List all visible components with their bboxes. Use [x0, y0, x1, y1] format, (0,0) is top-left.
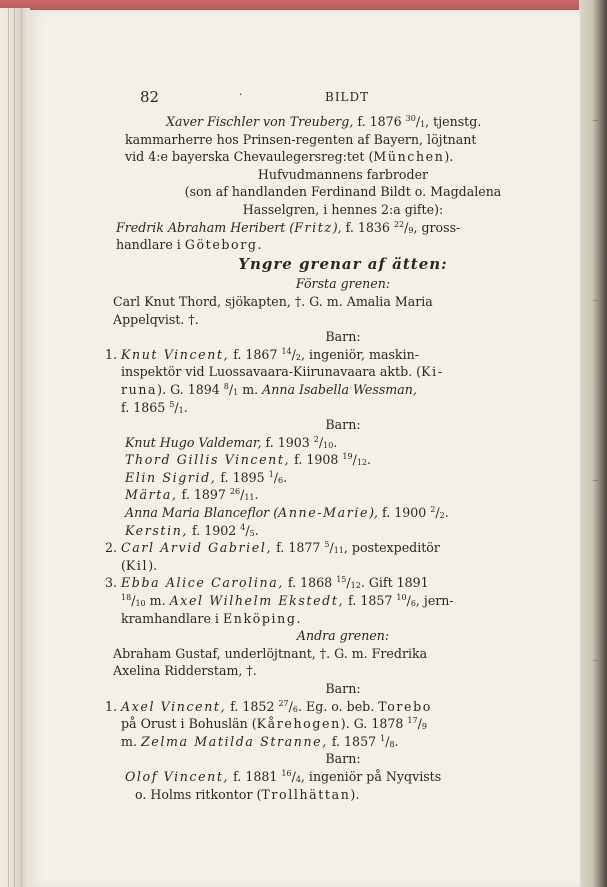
nickname: Fritz: [294, 219, 333, 235]
person-name: Kerstin,: [125, 522, 189, 538]
text-line: (son af handlanden Ferdinand Bildt o. Magdalena: [184, 184, 502, 200]
date-day: 2: [430, 505, 436, 515]
text-fragment: .: [333, 434, 338, 450]
date-month: 10: [323, 440, 334, 450]
entry-line: 2. Carl Arvid Gabriel, f. 1877 $^5/_{11}$, postexpeditör: [105, 540, 440, 556]
text-fragment: ).: [148, 557, 158, 573]
person-name: Axel Vincent,: [121, 698, 227, 714]
text-fragment: ),: [369, 505, 378, 521]
children-heading: Barn:: [325, 417, 361, 433]
nickname: Anne-Marie: [278, 505, 370, 521]
entry-number: 2.: [105, 540, 118, 556]
text-fragment: handlare i: [116, 237, 185, 253]
subheading: Hufvudmannens farbroder: [257, 166, 429, 182]
birth-year: f. 1897: [177, 487, 230, 503]
person-name: Xaver Fischler von Treuberg,: [166, 114, 354, 129]
date-month: 1: [420, 120, 426, 129]
date-month: 1: [178, 405, 184, 415]
text-fragment: på Orust i Bohuslän (: [121, 716, 257, 732]
person-name: Knut Hugo Valdemar,: [125, 434, 262, 450]
birth-year: f. 1900: [377, 505, 431, 521]
birth-year: f. 1868: [283, 575, 337, 591]
text-line: $^{18}/_{10}$ m. Axel Wilhelm Ekstedt, f. 1857 $^{10}/_6$, jern-: [121, 593, 454, 609]
birth-year: f. 1903: [261, 434, 314, 450]
date-day: 22: [393, 219, 405, 229]
birth-year: f. 1908: [290, 452, 343, 468]
date-day: 15: [336, 575, 347, 585]
text-fragment: .: [394, 733, 399, 749]
spouse-name: Anna Isabella Wessman,: [262, 381, 417, 397]
date-month: 6: [292, 704, 298, 714]
gutter-line: [21, 8, 22, 887]
text-line: Fredrik Abraham Heribert (Fritz), f. 1836 $^{22}/_9$, gross-: [116, 219, 461, 235]
date-day: 10: [396, 593, 407, 603]
children-heading: Barn:: [325, 751, 361, 767]
date-day: 18: [121, 593, 132, 603]
text-fragment: m.: [121, 733, 141, 749]
gutter-line: [8, 8, 9, 887]
text-fragment: , ingeniör på Nyqvists: [300, 768, 442, 784]
text-fragment: ),: [332, 219, 342, 235]
child-entry: Kerstin, f. 1902 $^4/_5$.: [125, 522, 259, 538]
date-day: 4: [240, 522, 246, 532]
date-day: 2: [313, 434, 319, 444]
text-fragment: o. Holms ritkontor (: [135, 786, 262, 802]
child-entry: Anna Maria Blanceflor (Anne-Marie), f. 1900 $^2/_2$.: [125, 505, 449, 521]
birth-year: f. 1867: [229, 346, 282, 362]
birth-year: f. 1857: [327, 733, 381, 749]
child-entry: Knut Hugo Valdemar, f. 1903 $^2/_{10}$.: [125, 434, 338, 450]
date-day: 27: [278, 698, 289, 708]
edge-mark: [593, 660, 599, 661]
child-entry: Olof Vincent, f. 1881 $^{16}/_4$, ingeniör på Nyqvists: [125, 768, 442, 784]
text-line: Xaver Fischler von Treuberg, f. 1876 $^{30}/_1$, tjenstg.: [166, 114, 482, 129]
date-day: 1: [380, 733, 386, 743]
date-month: 2: [295, 352, 301, 362]
date-day: 8: [223, 381, 229, 391]
text-fragment: .: [183, 399, 188, 415]
text-fragment: ).: [444, 149, 454, 165]
date-day: 16: [281, 768, 292, 778]
date-day: 5: [324, 540, 330, 550]
child-entry: Elin Sigrid, f. 1895 $^1/_6$.: [125, 469, 288, 485]
person-name: Thord Gillis Vincent,: [125, 452, 291, 468]
text-line: [116, 236, 561, 254]
place-name: München: [373, 149, 445, 165]
person-name: Fredrik Abraham Heribert: [116, 219, 286, 235]
birth-year: f. 1865: [121, 399, 170, 415]
entry-line: 3. Ebba Alice Carolina, f. 1868 $^{15}/_{12}$. Gift 1891: [105, 575, 429, 591]
person-name: Carl Arvid Gabriel,: [121, 540, 273, 556]
children-heading: Barn:: [325, 681, 361, 696]
section-heading: Yngre grenar af ätten:: [238, 254, 448, 273]
branch-heading: Andra grenen:: [296, 628, 390, 644]
text-fragment: , jern-: [415, 593, 454, 609]
entry-number: 3.: [105, 575, 118, 591]
date-month: 12: [356, 458, 368, 468]
text-fragment: .: [257, 237, 262, 253]
gutter-line: [14, 8, 15, 887]
running-head: BILDT: [325, 90, 370, 104]
date-month: 10: [135, 599, 146, 609]
birth-year: f. 1902: [188, 522, 241, 538]
date-month: 11: [244, 493, 255, 503]
text-line: [125, 148, 561, 166]
page-number: 82: [140, 88, 160, 106]
date-day: 30: [405, 114, 416, 123]
book-gutter: [0, 8, 30, 887]
text-line: [121, 363, 561, 381]
entry-line: 1. Knut Vincent, f. 1867 $^{14}/_2$, ingeniör, maskin-: [105, 346, 419, 362]
text-fragment: .: [296, 610, 301, 626]
text-fragment: ).: [350, 786, 360, 802]
date-month: 1: [233, 387, 239, 397]
person-name: Olof Vincent,: [125, 768, 230, 784]
text-line: [121, 557, 561, 575]
place-name: Torebo: [378, 698, 432, 714]
date-month: 11: [333, 546, 344, 556]
text-fragment: , ingeniör, maskin-: [301, 346, 419, 362]
place-name: Kil: [125, 557, 149, 573]
text-line: Axelina Ridderstam, †.: [113, 663, 257, 679]
text-fragment: m.: [238, 381, 263, 397]
date-day: 19: [342, 452, 353, 462]
entry-line: 1. Axel Vincent, f. 1852 $^{27}/_6$. Eg. o. beb. Torebo: [105, 698, 432, 714]
date-month: 2: [439, 511, 445, 521]
date-month: 8: [389, 739, 395, 749]
text-fragment: inspektör vid Luossavaara-Kiirunavaara aktb. (: [121, 364, 422, 380]
birth-year: f. 1852: [226, 698, 279, 714]
birth-year: f. 1876: [353, 114, 406, 129]
child-entry: Thord Gillis Vincent, f. 1908 $^{19}/_{12}$.: [125, 452, 372, 468]
person-name: Knut Vincent,: [121, 346, 230, 362]
place-name: Enköping: [222, 610, 297, 626]
text-line: [121, 610, 561, 628]
person-name: Elin Sigrid,: [125, 469, 217, 485]
date-day: 5: [169, 399, 175, 409]
marriage-year: ). G. 1878: [340, 716, 408, 732]
person-name: Märta,: [125, 487, 178, 503]
place-name: Göteborg: [184, 237, 258, 253]
child-entry: Märta, f. 1897 $^{26}/_{11}$.: [125, 487, 259, 503]
text-fragment: m.: [145, 593, 170, 609]
text-fragment: , gross-: [413, 219, 461, 235]
text-line: m. Zelma Matilda Stranne, f. 1857 $^1/_8$.: [121, 733, 399, 749]
text-fragment: , postexpeditör: [343, 540, 440, 556]
children-heading: Barn:: [325, 329, 361, 345]
edge-mark: [593, 120, 599, 121]
text-fragment: .: [254, 522, 259, 538]
marriage-year: . Gift 1891: [360, 575, 429, 591]
text-fragment: .: [444, 505, 449, 521]
birth-year: f. 1895: [216, 469, 269, 485]
header-mark: ·: [239, 88, 243, 101]
text-fragment: (: [285, 219, 295, 235]
date-month: 4: [295, 774, 301, 784]
birth-year: f. 1881: [229, 768, 282, 784]
date-day: 17: [407, 716, 418, 726]
text-fragment: vid 4:e bayerska Chevaulegersreg:tet (: [125, 149, 374, 165]
birth-year: f. 1877: [272, 540, 325, 556]
text-fragment: .: [367, 452, 372, 468]
text-line: Appelqvist. †.: [113, 311, 199, 327]
text-line: f. 1865 $^5/_1$.: [121, 399, 188, 415]
text-fragment: kramhandlare i: [121, 610, 223, 626]
text-fragment: .: [283, 469, 288, 485]
person-name: Ebba Alice Carolina,: [121, 575, 284, 591]
text-fragment: (: [121, 557, 126, 573]
person-name: Anna Maria Blanceflor: [125, 505, 270, 521]
date-month: 9: [408, 225, 414, 235]
text-line: [135, 786, 561, 804]
text-line: Abraham Gustaf, underlöjtnant, †. G. m. Fredrika: [113, 645, 428, 661]
date-month: 6: [278, 475, 284, 485]
place-name: Kårehogen: [256, 716, 341, 732]
place-name: Trollhättan: [261, 786, 351, 802]
place-name: runa: [121, 381, 158, 397]
text-fragment: .: [254, 487, 259, 503]
date-day: 26: [229, 487, 241, 497]
text-fragment: (: [269, 505, 279, 521]
text-line: Hasselgren, i hennes 2:a gifte):: [242, 201, 444, 217]
page-stack-edge: [579, 0, 607, 887]
edge-mark: [593, 300, 599, 301]
date-day: 1: [268, 469, 274, 479]
edge-mark: [593, 480, 599, 481]
branch-heading: Första grenen:: [295, 276, 391, 292]
page-text: [105, 113, 561, 803]
text-fragment: , tjenstg.: [425, 114, 482, 129]
text-line: på Orust i Bohuslän (Kårehogen). G. 1878 $^{17}/_9$: [121, 716, 427, 732]
date-month: 12: [350, 581, 361, 591]
date-month: 5: [249, 528, 255, 538]
birth-year: f. 1836: [341, 219, 394, 235]
text-fragment: . Eg. o. beb.: [298, 698, 379, 714]
date-month: 6: [410, 599, 416, 609]
text-line: kammarherre hos Prinsen-regenten af Bayern, löjtnant: [125, 131, 477, 147]
place-name: Ki-: [421, 364, 444, 380]
entry-number: 1.: [105, 346, 118, 362]
entry-number: 1.: [105, 698, 118, 714]
birth-year: f. 1857: [344, 593, 397, 609]
spouse-name: Axel Wilhelm Ekstedt,: [169, 593, 345, 609]
page-header: [30, 88, 580, 108]
spouse-name: Zelma Matilda Stranne,: [140, 733, 328, 749]
text-line: Carl Knut Thord, sjökapten, †. G. m. Amalia Maria: [113, 293, 433, 309]
date-month: 9: [421, 722, 427, 732]
text-line: runa). G. 1894 $^8/_1$ m. Anna Isabella Wessman,: [121, 381, 417, 397]
date-day: 14: [281, 346, 292, 356]
marriage-year: ). G. 1894: [157, 381, 224, 397]
